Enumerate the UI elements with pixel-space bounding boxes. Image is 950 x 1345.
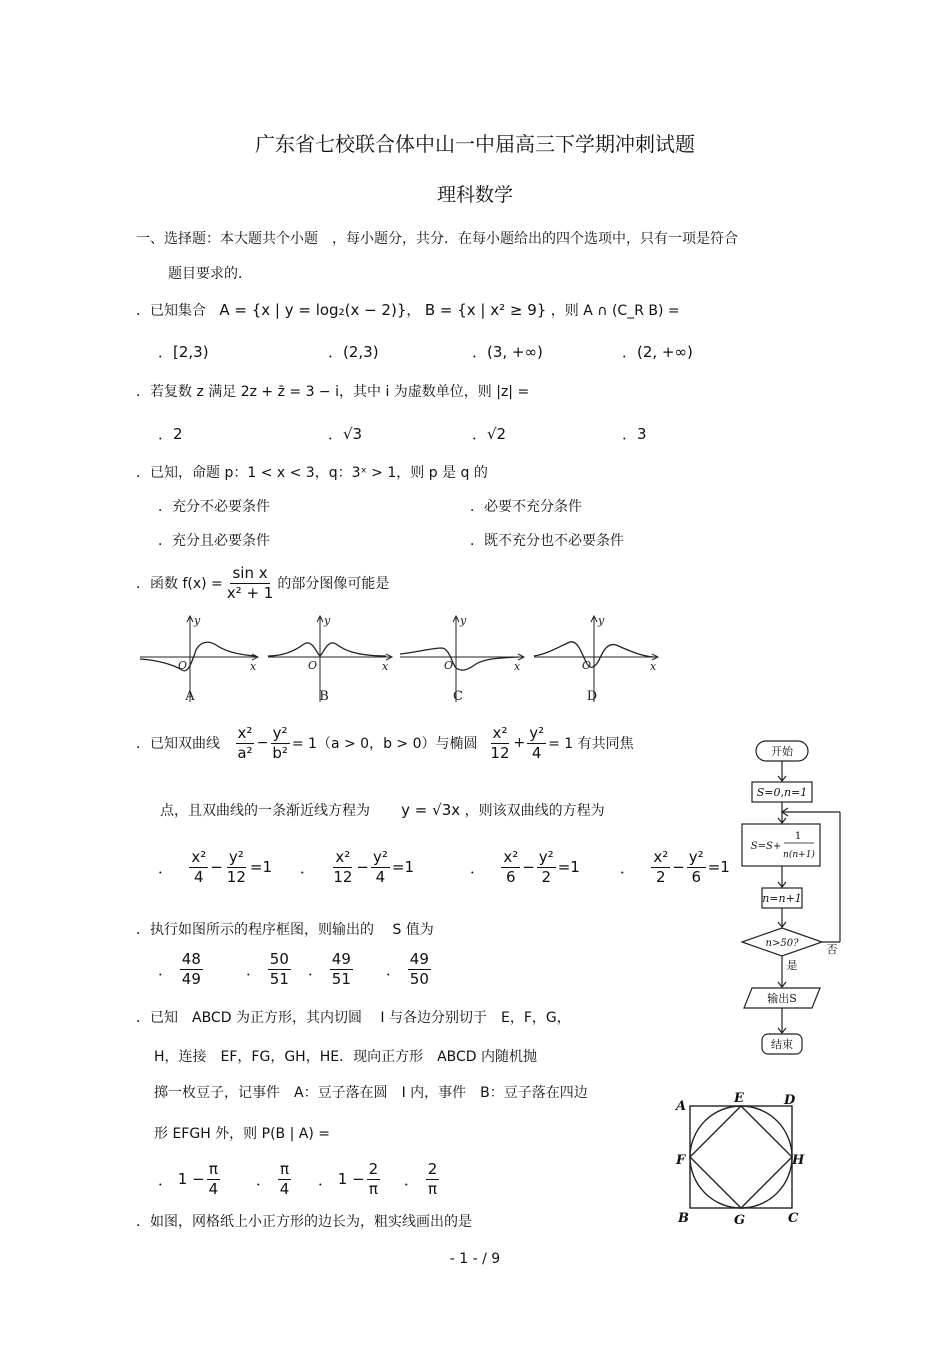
section-intro-cont: 题目要求的．	[168, 266, 252, 282]
q7-option-b[interactable]: ． $\frac{\pi}{4}$	[256, 1160, 290, 1198]
svg-text:1: 1	[794, 831, 802, 842]
q3-stem: ．已知，命题 p：1 < x < 3，q：3ˣ > 1，则 p 是 q 的	[136, 465, 488, 481]
q3-option-d[interactable]: ．既不充分也不必要条件	[470, 533, 624, 549]
q3-option-a[interactable]: ．充分不必要条件	[158, 499, 270, 515]
page-subtitle: 理科数学	[436, 184, 513, 206]
graph-label-c[interactable]: C	[453, 689, 463, 704]
svg-text:E: E	[734, 1091, 744, 1106]
q7-stem-line1: ．已知 ABCD 为正方形，其内切圆 I 与各边分别切于 E，F，G，	[136, 1010, 571, 1026]
q7-stem-line2: H，连接 EF，FG，GH，HE．现向正方形 ABCD 内随机抛	[154, 1049, 538, 1065]
q7-stem-line3: 掷一枚豆子，记事件 A：豆子落在圆 I 内，事件 B：豆子落在四边	[154, 1085, 588, 1101]
graph-label-a[interactable]: A	[185, 689, 195, 704]
axis-y-label-a: y	[194, 614, 201, 627]
svg-text:S=0,n=1: S=0,n=1	[756, 786, 808, 799]
svg-text:B: B	[678, 1211, 689, 1226]
q5-stem: ．已知双曲线 $\frac{\text{x²}}{\text{a²}}$ − $\frac{\text{y²}}{\text{b²}}$ = 1（a > 0，b > 0）与椭圆 $\frac{\text{x²}}{12}$ + $\frac{\text{y²}}{4}$ = 1 有共同焦	[136, 724, 634, 762]
q6-option-d[interactable]: ． $\frac{49}{50}$	[386, 950, 429, 988]
graph-label-b[interactable]: B	[319, 689, 329, 704]
svg-text:是: 是	[786, 959, 798, 972]
flowchart	[730, 735, 860, 1060]
graph-label-d[interactable]: D	[586, 689, 598, 704]
axis-y-label-d: y	[598, 614, 605, 627]
svg-text:n=n+1: n=n+1	[762, 892, 802, 905]
q1-option-a[interactable]: ．[2,3)	[158, 343, 209, 361]
q2-option-b[interactable]: ．√3	[328, 425, 363, 443]
svg-text:n>50?: n>50?	[765, 938, 799, 949]
q6-stem: ．执行如图所示的程序框图，则输出的 S 值为	[136, 922, 434, 938]
q2-option-a[interactable]: ．2	[158, 425, 183, 443]
axis-x-label-b: x	[382, 660, 389, 673]
q5-option-d[interactable]: ． $\frac{\text{x²}}{2}$ − $\frac{\text{y²}}{6}$ =1	[620, 848, 730, 886]
q7-option-c[interactable]: ． 1 − $\frac{2}{\pi}$	[318, 1160, 379, 1198]
q7-option-a[interactable]: ． 1 − $\frac{\pi}{4}$	[158, 1160, 219, 1198]
svg-text:F: F	[676, 1153, 686, 1168]
svg-text:H: H	[792, 1153, 805, 1168]
axis-y-label-b: y	[324, 614, 331, 627]
origin-label-b: O	[308, 659, 318, 672]
axis-x-label-a: x	[250, 660, 257, 673]
section-intro: 一、选择题：本大题共个小题 ，每小题分，共分．在每小题给出的四个选项中，只有一项是符合	[136, 231, 738, 247]
svg-text:否: 否	[826, 943, 838, 956]
q8-stem: ．如图，网格纸上小正方形的边长为，粗实线画出的是	[136, 1214, 472, 1230]
q6-option-b[interactable]: ． $\frac{50}{51}$	[246, 950, 289, 988]
q4-fraction: $\frac{\text{sin x}}{\text{x² + 1}}$	[226, 564, 274, 602]
q5-option-c[interactable]: ． $\frac{\text{x²}}{6}$ − $\frac{\text{y²}}{2}$ =1	[470, 848, 580, 886]
svg-text:开始: 开始	[771, 745, 793, 758]
q1-option-d[interactable]: ．(2, +∞)	[622, 343, 693, 361]
axis-x-label-c: x	[514, 660, 521, 673]
square-circle-figure	[672, 1088, 812, 1228]
origin-label-a: O	[178, 659, 188, 672]
q1-stem: ．已知集合 A = {x | y = log₂(x − 2)}， B = {x | x² ≥ 9} ，则 A ∩ (C_R B) =	[136, 301, 680, 319]
q5-stem-cont: 点，且双曲线的一条渐近线方程为 y = √3x ，则该双曲线的方程为	[160, 801, 605, 819]
svg-text:结束: 结束	[771, 1038, 793, 1051]
page-title: 广东省七校联合体中山一中届高三下学期冲刺试题	[255, 132, 695, 156]
q7-stem-line4: 形 EFGH 外，则 P(B | A) =	[154, 1126, 330, 1142]
q4-graphs	[136, 612, 666, 708]
svg-text:A: A	[676, 1099, 687, 1114]
axis-y-label-c: y	[460, 614, 467, 627]
page-number: - 1 - / 9	[449, 1251, 501, 1267]
svg-text:D: D	[784, 1093, 796, 1108]
q1-option-b[interactable]: ．(2,3)	[328, 343, 379, 361]
origin-label-c: O	[444, 659, 454, 672]
svg-text:G: G	[734, 1213, 746, 1228]
svg-text:n(n+1): n(n+1)	[783, 850, 815, 860]
q6-option-c[interactable]: ． $\frac{49}{51}$	[308, 950, 351, 988]
q1-option-c[interactable]: ．(3, +∞)	[472, 343, 543, 361]
origin-label-d: O	[582, 659, 592, 672]
q4-stem: ．函数 f(x) = $\frac{\text{sin x}}{\text{x² + 1}}$ 的部分图像可能是	[136, 564, 390, 602]
q5-option-a[interactable]: ． $\frac{\text{x²}}{4}$ − $\frac{\text{y²}}{12}$ =1	[158, 848, 273, 886]
q2-option-c[interactable]: ．√2	[472, 425, 507, 443]
svg-text:S=S+: S=S+	[750, 841, 782, 852]
q2-stem: ．若复数 z 满足 2z + z̄ = 3 − i，其中 i 为虚数单位，则 |z| =	[136, 384, 530, 400]
svg-text:输出S: 输出S	[767, 992, 797, 1005]
q2-option-d[interactable]: ．3	[622, 425, 647, 443]
q3-option-c[interactable]: ．充分且必要条件	[158, 533, 270, 549]
q3-option-b[interactable]: ．必要不充分条件	[470, 499, 582, 515]
q5-option-b[interactable]: ． $\frac{\text{x²}}{12}$ − $\frac{\text{y²}}{4}$ =1	[300, 848, 415, 886]
axis-x-label-d: x	[650, 660, 657, 673]
q6-option-a[interactable]: ． $\frac{48}{49}$	[158, 950, 201, 988]
svg-text:C: C	[788, 1211, 799, 1226]
q7-option-d[interactable]: ． $\frac{2}{\pi}$	[404, 1160, 438, 1198]
